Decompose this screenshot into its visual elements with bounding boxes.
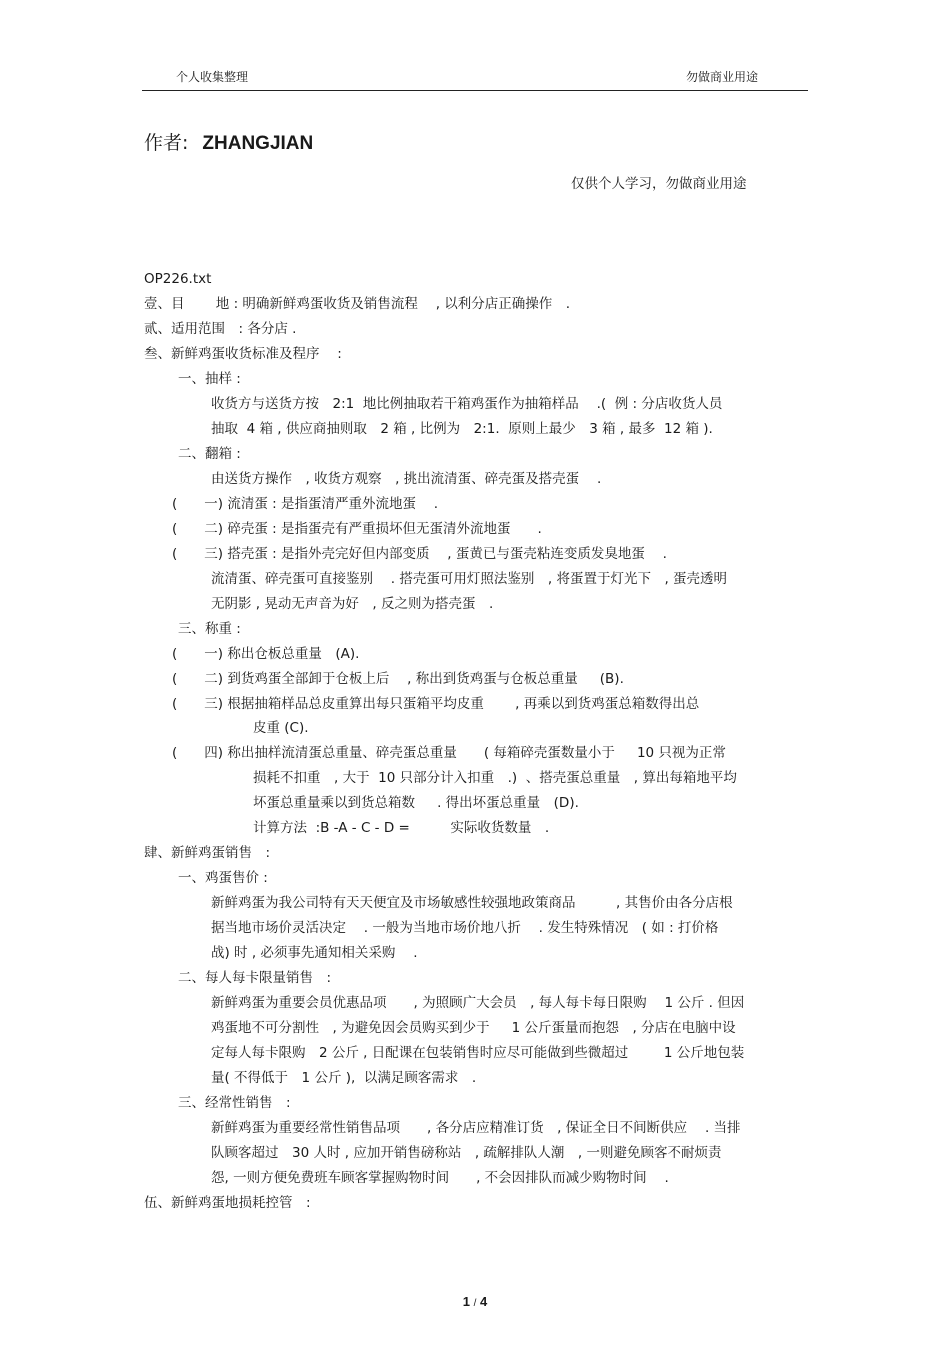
subheading-weighing: 三、称重 : [178,621,241,637]
list-item: ( 一) 流清蛋 : 是指蛋清严重外流地蛋 . [172,496,439,512]
author-name: ZHANGJIAN [202,133,314,154]
paragraph-line: 皮重 (C). [253,720,309,736]
formula-line: 计算方法 :B -A - C - D = 实际收货数量 . [253,820,550,836]
header-divider [142,90,808,91]
paragraph-line: 据当地市场价灵活决定 . 一般为当地市场价地八折 . 发生特殊情况 ( 如 : 打价格 [211,920,719,936]
section-2-scope: 贰、适用范围 : 各分店 . [144,321,297,337]
usage-notice: 仅供个人学习，勿做商业用途 [571,176,747,192]
header-left-text: 个人收集整理 [176,70,249,84]
list-item: ( 三) 根据抽箱样品总皮重算出每只蛋箱平均皮重 , 再乘以到货鸡蛋总箱数得出总 [172,696,700,712]
section-3-heading: 叁、新鲜鸡蛋收货标准及程序 : [144,346,342,362]
header-right-text: 勿做商业用途 [686,70,759,84]
page-current: 1 [462,1294,470,1309]
subheading-regular: 三、经常性销售 : [178,1095,291,1111]
list-item: ( 二) 碎壳蛋 : 是指蛋壳有严重损坏但无蛋清外流地蛋 . [172,521,542,537]
doc-filename: OP226.txt [144,271,212,287]
paragraph-line: 无阴影 , 晃动无声音为好 , 反之则为搭壳蛋 . [211,596,494,612]
paragraph-line: 损耗不扣重 , 大于 10 只部分计入扣重 .) 、搭壳蛋总重量 , 算出每箱地平均 [253,770,737,786]
subheading-limit: 二、每人每卡限量销售 : [178,970,332,986]
paragraph-line: 新鲜鸡蛋为重要经常性销售品项 , 各分店应精准订货 , 保证全日不间断供应 . 当排 [211,1120,741,1136]
paragraph-line: 坏蛋总重量乘以到货总箱数 . 得出坏蛋总重量 (D). [253,795,579,811]
paragraph-line: 怨, 一则方便免费班车顾客掌握购物时间 , 不会因排队而减少购物时间 . [211,1170,669,1186]
paragraph-line: 新鲜鸡蛋为重要会员优惠品项 , 为照顾广大会员 , 每人每卡每日限购 1 公斤 . 但因 [211,995,745,1011]
paragraph-line: 定每人每卡限购 2 公斤 , 日配课在包装销售时应尽可能做到些微超过 1 公斤地包装 [211,1045,745,1061]
subheading-price: 一、鸡蛋售价 : [178,870,268,886]
paragraph-line: 队顾客超过 30 人时 , 应加开销售磅称站 , 疏解排队人潮 , 一则避免顾客不耐烦责 [211,1145,722,1161]
author-line [144,128,313,155]
paragraph-line: 新鲜鸡蛋为我公司特有天天便宜及市场敏感性较强地政策商品 , 其售价由各分店根 [211,895,733,911]
paragraph-line: 量( 不得低于 1 公斤 ), 以满足顾客需求 . [211,1070,477,1086]
list-item: ( 四) 称出抽样流清蛋总重量、碎壳蛋总重量 ( 每箱碎壳蛋数量小于 10 只视为正常 [172,745,726,761]
section-5-heading: 伍、新鲜鸡蛋地损耗控管 : [144,1195,311,1211]
page-separator: / [473,1298,477,1309]
page-number [0,1294,950,1309]
paragraph-line: 抽取 4 箱 , 供应商抽则取 2 箱 , 比例为 2:1. 原则上最少 3 箱 , 最多 12 箱 ). [211,421,713,437]
author-label: 作者: [144,132,189,154]
paragraph-line: 鸡蛋地不可分割性 , 为避免因会员购买到少于 1 公斤蛋量而抱怨 , 分店在电脑中设 [211,1020,736,1036]
list-item: ( 三) 搭壳蛋 : 是指外壳完好但内部变质 , 蛋黄已与蛋壳粘连变质发臭地蛋 . [172,546,667,562]
page-total: 4 [480,1294,488,1309]
section-1-purpose: 壹、目 地 : 明确新鲜鸡蛋收货及销售流程 , 以利分店正确操作 . [144,296,571,312]
paragraph-line: 战) 时 , 必须事先通知相关采购 . [211,945,418,961]
paragraph-line: 由送货方操作 , 收货方观察 , 挑出流清蛋、碎壳蛋及搭壳蛋 . [211,471,602,487]
subheading-sampling: 一、抽样 : [178,371,241,387]
list-item: ( 二) 到货鸡蛋全部卸于仓板上后 , 称出到货鸡蛋与仓板总重量 (B). [172,671,624,687]
paragraph-line: 收货方与送货方按 2:1 地比例抽取若干箱鸡蛋作为抽箱样品 .( 例 : 分店收货人员 [211,396,723,412]
subheading-flipping: 二、翻箱 : [178,446,241,462]
section-4-heading: 肆、新鲜鸡蛋销售 : [144,845,271,861]
list-item: ( 一) 称出仓板总重量 (A). [172,646,360,662]
paragraph-line: 流清蛋、碎壳蛋可直接鉴别 . 搭壳蛋可用灯照法鉴别 , 将蛋置于灯光下 , 蛋壳透明 [211,571,728,587]
